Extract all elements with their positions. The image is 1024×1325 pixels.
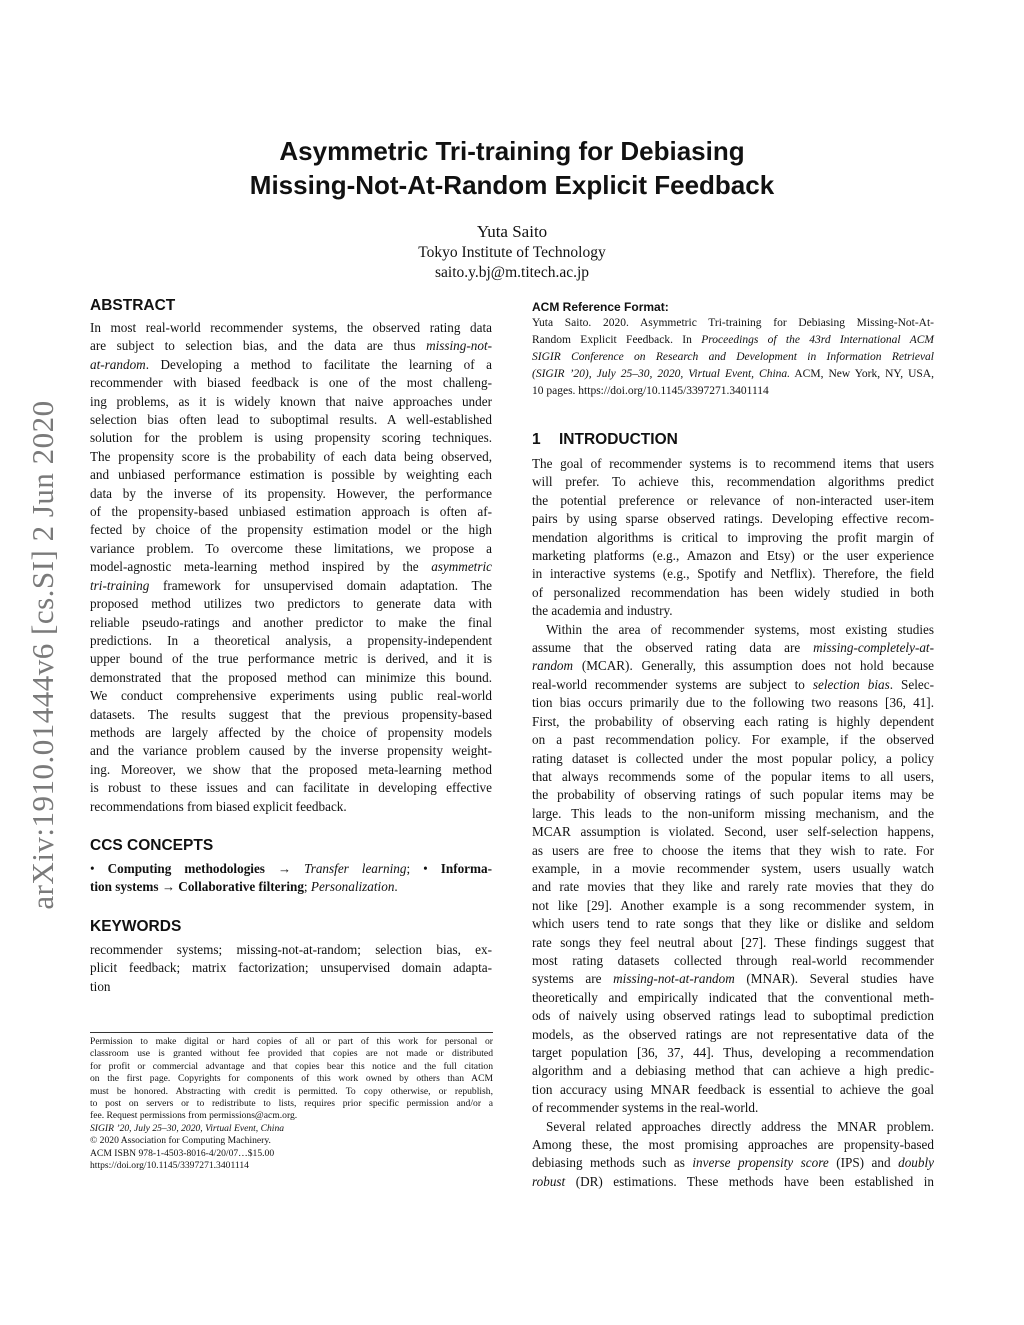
intro-line: of personalized recommendation has been widely studied in both [532, 584, 934, 600]
ccs-sep: ; • [406, 860, 441, 876]
acm-ref-italic: SIGIR Conference on Research and Development in Information Retrieval [532, 351, 934, 363]
abstract-line: methods are largely affected by the choice of propensity models [90, 724, 492, 740]
abstract-line: recommender with biased feedback is one of the most challeng- [90, 375, 492, 391]
footnote-line: Permission to make digital or hard copies of all or part of this work for personal or [90, 1036, 493, 1047]
title-line-2: Missing-Not-At-Random Explicit Feedback [249, 170, 775, 200]
ccs-concept-italic: Personalization [310, 879, 395, 895]
ccs-end: . [394, 879, 398, 895]
arxiv-stamp [18, 380, 68, 930]
abstract-body [90, 319, 492, 816]
abstract-line: of the propensity-based unbiased estimation approach is often af- [90, 504, 492, 520]
intro-line [532, 970, 934, 988]
ccs-sep: ; [303, 879, 311, 895]
intro-line: the potential preference or relevance of non-interacted user-item [532, 492, 934, 508]
footnote-rule [90, 1032, 493, 1033]
footnote-line: fee. Request permissions from permissions@acm.org. [90, 1110, 298, 1122]
intro-line: algorithm and a debiasing method that can achieve a high predic- [532, 1063, 934, 1079]
abstract-line: proposed method utilizes two predictors to generate data with [90, 596, 492, 612]
acm-ref-line [532, 332, 934, 349]
intro-line: marketing platforms (e.g., Amazon and Etsy) or the user experience [532, 548, 934, 564]
intro-line: and rate movies that they like and rarely rate movies that they do [532, 879, 934, 895]
abstract-line: variance problem. To overcome these limitations, we propose a [90, 540, 492, 556]
intro-line: as users are free to choose the items that they wish to rate. For [532, 842, 934, 858]
intro-italic: doubly [898, 1155, 934, 1171]
abstract-italic: at-random [90, 356, 146, 372]
abstract-line: and unbiased performance estimation is possible by weighting each [90, 467, 492, 483]
abstract-text: model-agnostic meta-learning method inspired by the [90, 559, 432, 575]
intro-text: assume that the observed rating data are [532, 640, 814, 656]
intro-italic: inverse propensity score [692, 1155, 829, 1171]
ccs-concept: tion systems [90, 879, 159, 895]
ccs-arrow: → [158, 879, 179, 895]
intro-line: most rating datasets collected through real-world recommender [532, 952, 934, 968]
acm-ref-line: 10 pages. https://doi.org/10.1145/3397271.3401114 [532, 385, 769, 397]
acm-reference [532, 315, 934, 400]
acm-ref-line [532, 349, 934, 366]
ccs-body [90, 860, 492, 897]
acm-ref-line: Yuta Saito. 2020. Asymmetric Tri-training for Debiasing Missing-Not-At- [532, 317, 934, 329]
intro-line: mendation algorithms is critical to improving the profit margin of [532, 529, 934, 545]
abstract-line: solution for the problem is using propensity scoring techniques. [90, 430, 492, 446]
intro-text: debiasing methods such as [532, 1155, 693, 1171]
intro-line [532, 1154, 934, 1172]
footnote-doi[interactable]: https://doi.org/10.1145/3397271.3401114 [90, 1160, 249, 1172]
abstract-line: data by the inverse of its propensity. However, the performance [90, 485, 492, 501]
abstract-line: reliable pseudo-ratings and another predictor to make the final [90, 614, 492, 630]
abstract-text: framework for unsupervised domain adaptation. The [149, 577, 492, 593]
intro-paragraph-2 [532, 621, 934, 1118]
intro-line: pairs by using sparse observed ratings. Developing effective recom- [532, 511, 934, 527]
abstract-line: recommendations from biased explicit feedback. [90, 798, 347, 814]
left-column [90, 296, 492, 996]
intro-italic: random [532, 658, 574, 674]
intro-line: tion accuracy using MNAR feedback is essential to achieve the goal [532, 1081, 934, 1097]
abstract-line: ing problems, as it is widely known that naive approaches under [90, 393, 492, 409]
intro-line: rating dataset is collected under the most popular policy, a policy [532, 750, 934, 766]
footnote-isbn: ACM ISBN 978-1-4503-8016-4/20/07…$15.00 [90, 1147, 275, 1159]
abstract-line [90, 577, 492, 595]
intro-italic: robust [532, 1173, 566, 1189]
intro-text: . Selec- [889, 676, 934, 692]
abstract-italic: asymmetric [431, 559, 492, 575]
footnote-copyright: © 2020 Association for Computing Machinery. [90, 1135, 271, 1147]
abstract-line: is robust to these issues and can facilitate in developing effective [90, 780, 492, 796]
intro-line: ods of naively using observed ratings lead to suboptimal prediction [532, 1008, 934, 1024]
intro-text: systems are [532, 971, 614, 987]
ccs-concept-italic: Transfer learning [304, 860, 407, 876]
ccs-bullet: • [90, 860, 108, 876]
footnote-line: classroom use is granted without fee provided that copies are not made or distributed [90, 1048, 493, 1060]
intro-line: Several related approaches directly address the MNAR problem. [546, 1118, 934, 1134]
footnote-line: to post on servers or to redistribute to lists, requires prior specific permission and/or a [90, 1098, 493, 1110]
abstract-line [90, 558, 492, 576]
copyright-footnote [90, 1036, 493, 1172]
keywords-line: recommender systems; missing-not-at-random; selection bias, ex- [90, 941, 492, 957]
abstract-line: predictions. In a theoretical analysis, a propensity-independent [90, 632, 492, 648]
intro-italic: missing-completely-at- [813, 640, 934, 656]
intro-line: of recommender systems in the real-world. [532, 1100, 759, 1116]
abstract-line: ing. Moreover, we show that the proposed meta-learning method [90, 761, 492, 777]
intro-line: the academia and industry. [532, 603, 673, 619]
intro-line: The goal of recommender systems is to recommend items that users [532, 456, 934, 471]
intro-text: real-world recommender systems are subject to [532, 676, 813, 692]
intro-line: large. This leads to the non-uniform missing mechanism, and the [532, 805, 934, 821]
abstract-line [90, 337, 492, 355]
section-title: INTRODUCTION [559, 431, 678, 448]
intro-line: will prefer. To achieve this, recommendation algorithms predict [532, 474, 934, 490]
intro-line: Within the area of recommender systems, most existing studies [546, 621, 934, 637]
abstract-line: datasets. The results suggest that the previous propensity-based [90, 706, 492, 722]
intro-paragraph-1 [532, 455, 934, 621]
ccs-line [90, 878, 492, 896]
author-affiliation: Tokyo Institute of Technology [418, 244, 606, 261]
ccs-line [90, 860, 492, 878]
paper-title [150, 134, 874, 202]
acm-ref-italic: (SIGIR ’20), July 25–30, 2020, Virtual Event, China. [532, 368, 791, 380]
acm-ref-line [532, 366, 934, 383]
intro-paragraph-3 [532, 1118, 934, 1192]
footnote-line: on the first page. Copyrights for components of this work owned by others than ACM [90, 1073, 493, 1085]
intro-italic: missing-not-at-random [613, 971, 735, 987]
abstract-line: We conduct comprehensive experiments using public real-world [90, 688, 492, 704]
title-line-1: Asymmetric Tri-training for Debiasing [279, 136, 745, 166]
keywords-line: plicit feedback; matrix factorization; unsupervised domain adapta- [90, 960, 492, 976]
intro-italic: selection bias [812, 676, 890, 692]
intro-text: (DR) estimations. These methods have been established in [565, 1173, 934, 1189]
intro-line: which users tend to rate songs that they like or dislike and seldom [532, 916, 934, 932]
abstract-line: In most real-world recommender systems, the observed rating data [90, 320, 492, 335]
intro-line: in interactive systems (e.g., Spotify and Netflix). Therefore, the field [532, 566, 934, 582]
footnote-line: for profit or commercial advantage and that copies bear this notice and the full citation [90, 1060, 493, 1072]
arxiv-stamp-text: arXiv:1910.01444v6 [cs.SI] 2 Jun 2020 [25, 400, 60, 910]
intro-line: Among these, the most promising approaches are propensity-based [532, 1137, 934, 1153]
intro-text: (IPS) and [828, 1155, 899, 1171]
ccs-concept: Collaborative filtering [178, 879, 304, 895]
intro-line: that always recommends some of the popular items to all users, [532, 768, 934, 784]
intro-line: target population [36, 37, 44]. Thus, developing a recommendation [532, 1045, 934, 1060]
intro-line [532, 657, 934, 675]
abstract-line [90, 356, 492, 374]
intro-line [532, 1173, 934, 1191]
acm-ref-italic: Proceedings of the 43rd International ACM [701, 334, 934, 346]
intro-line [532, 639, 934, 657]
intro-line: example, in a movie recommender system, users usually watch [532, 860, 934, 876]
author-email: saito.y.bj@m.titech.ac.jp [434, 264, 590, 281]
intro-line: on a past recommendation policy. For example, if the observed [532, 732, 934, 748]
intro-line: not like [29]. Another example is a song recommender system, in [532, 897, 934, 913]
abstract-line: selection bias often lead to suboptimal results. A well-established [90, 412, 492, 428]
abstract-heading: ABSTRACT [90, 297, 176, 314]
keywords-line: tion [90, 978, 111, 994]
author-name: Yuta Saito [476, 222, 548, 241]
intro-line: models, as the observed ratings are not representative data of the [532, 1026, 934, 1042]
intro-heading [532, 430, 934, 450]
abstract-italic: tri-training [90, 577, 150, 593]
intro-line: MCAR assumption is violated. Second, user self-selection happens, [532, 824, 934, 840]
intro-line: tion bias occurs primarily due to the following two reasons [36, 41]. [532, 695, 934, 711]
ccs-concept: Informa- [440, 860, 493, 876]
acm-ref-text: ACM, New York, NY, USA, [790, 368, 934, 380]
keywords-heading: KEYWORDS [90, 917, 182, 935]
acm-ref-text: Random Explicit Feedback. In [532, 334, 702, 346]
footnote-venue [90, 1123, 493, 1135]
ccs-heading: CCS CONCEPTS [90, 836, 214, 854]
intro-line: the probability of observing ratings of such popular items may be [532, 787, 934, 803]
intro-line [532, 676, 934, 694]
abstract-line: upper bound of the true performance metric is derived, and it is [90, 651, 492, 667]
intro-text: (MCAR). Generally, this assumption does not hold because [573, 658, 934, 674]
abstract-text: are subject to selection bias, and the data are thus [90, 338, 427, 354]
intro-line: rate songs they feel neutral about [27]. These findings suggest that [532, 934, 934, 950]
intro-text: (MNAR). Several studies have [734, 971, 934, 987]
keywords-body [90, 941, 492, 996]
footnote-line: must be honored. Abstracting with credit is permitted. To copy otherwise, or republish, [90, 1085, 493, 1097]
abstract-line: fected by choice of the propensity estimation model or the high [90, 522, 492, 538]
intro-line: First, the probability of observing each rating is highly dependent [532, 713, 934, 729]
intro-line: theoretically and empirically indicated that the conventional meth- [532, 989, 934, 1005]
ccs-arrow: → [264, 860, 305, 876]
acm-reference-heading: ACM Reference Format: [532, 300, 669, 314]
section-number: 1 [532, 431, 541, 448]
abstract-italic: missing-not- [426, 338, 492, 354]
abstract-line: demonstrated that the proposed method can minimize this bound. [90, 669, 492, 685]
abstract-line: The propensity score is the probability of each data being observed, [90, 448, 492, 464]
right-column [532, 299, 934, 1191]
abstract-line: and the variance problem caused by the inverse propensity weight- [90, 743, 492, 759]
ccs-concept: Computing methodologies [107, 860, 265, 876]
venue-text: SIGIR ’20, July 25–30, 2020, Virtual Event, China [90, 1122, 285, 1134]
abstract-text: . Developing a method to facilitate the learning of a [145, 356, 492, 372]
